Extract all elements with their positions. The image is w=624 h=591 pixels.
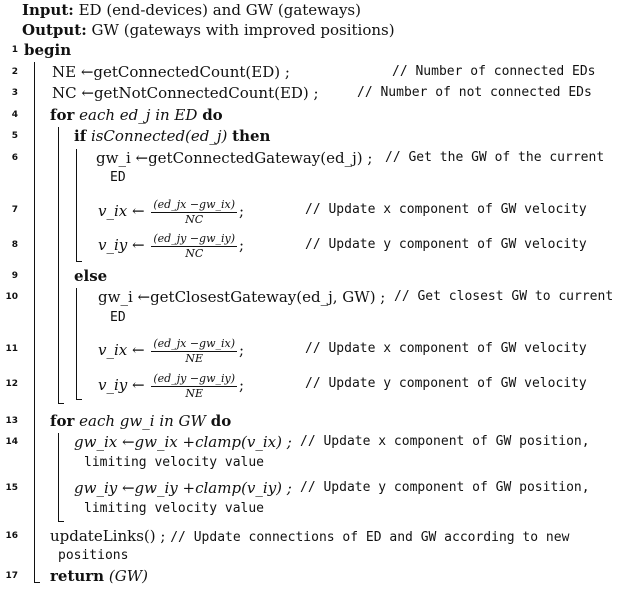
- line-number: 1: [11, 45, 18, 55]
- input-keyword: Input:: [22, 1, 74, 19]
- input-line: [22, 1, 361, 19]
- lhs: v_iy ←: [98, 376, 145, 394]
- numerator: (ed_jy −gw_iy): [153, 372, 236, 385]
- denominator: NE: [185, 352, 203, 365]
- comment: // Update x component of GW position,: [300, 434, 590, 449]
- statement: gw_i ←getConnectedGateway(ed_j) ;: [96, 149, 373, 167]
- line-number: 5: [11, 131, 18, 141]
- line-number: 4: [11, 110, 18, 120]
- comment-continuation: positions: [58, 548, 129, 563]
- denominator: NE: [185, 387, 204, 400]
- lhs: v_ix ←: [98, 341, 145, 359]
- comment: // Get closest GW to current: [394, 289, 614, 304]
- code-line-6: [96, 149, 372, 167]
- output-text: GW (gateways with improved positions): [91, 21, 395, 39]
- line-number: 14: [5, 437, 18, 447]
- line-number: 6: [11, 153, 18, 163]
- output-line: [22, 21, 395, 39]
- comment: // Number of not connected EDs: [357, 85, 592, 100]
- for-gw-block-guide: [58, 433, 64, 522]
- line-number: 8: [11, 240, 18, 250]
- statement: updateLinks() ;: [50, 527, 166, 545]
- begin-block-guide: [34, 62, 40, 583]
- comment: // Update x component of GW velocity: [305, 341, 587, 356]
- line-number: 17: [5, 571, 18, 581]
- statement: NE ←getConnectedCount(ED) ;: [52, 63, 290, 81]
- comment: // Number of connected EDs: [392, 64, 596, 79]
- code-line-17: [50, 567, 148, 585]
- for-keyword: for: [50, 412, 75, 430]
- code-line-4: [50, 106, 223, 124]
- then-keyword: then: [232, 127, 271, 145]
- begin-keyword: begin: [24, 41, 72, 59]
- line-number: 2: [11, 67, 18, 77]
- numerator: (ed_jy −gw_iy): [153, 232, 236, 245]
- line-number: 9: [11, 271, 18, 281]
- return-value: (GW): [108, 567, 148, 585]
- comment-continuation: ED: [110, 170, 126, 185]
- comment: // Update y component of GW velocity: [305, 237, 587, 252]
- code-line-11: v_ix ← $\frac{(ed\_jx -gw\_ix)}{NE}$ ;: [98, 337, 245, 365]
- return-keyword: return: [50, 567, 105, 585]
- comment: // Update y component of GW velocity: [305, 376, 587, 391]
- line-number: 7: [11, 205, 18, 215]
- do-keyword: do: [202, 106, 223, 124]
- for-keyword: for: [50, 106, 75, 124]
- code-line-16: [50, 527, 569, 547]
- line-number: 11: [5, 344, 18, 354]
- line-number: 13: [5, 416, 18, 426]
- comment: // Update y component of GW position,: [300, 480, 590, 495]
- code-line-3: [52, 84, 319, 102]
- then-block-guide: [76, 149, 82, 262]
- code-line-8: v_iy ← $\frac{(ed\_jy -gw\_iy)}{NC}$ ;: [98, 232, 245, 260]
- if-keyword: if: [74, 127, 87, 145]
- denominator: NC: [185, 247, 204, 260]
- if-condition: isConnected(ed_j): [90, 127, 228, 145]
- do-keyword: do: [210, 412, 232, 430]
- fraction: [151, 371, 237, 401]
- lhs: v_iy ←: [98, 236, 145, 254]
- comment: // Get the GW of the current: [385, 150, 605, 165]
- statement: gw_iy ←gw_iy +clamp(v_iy) ;: [74, 479, 292, 497]
- comment: // Update x component of GW velocity: [305, 202, 587, 217]
- output-keyword: Output:: [22, 21, 87, 39]
- input-text: ED (end-devices) and GW (gateways): [78, 1, 361, 19]
- code-line-2: [52, 63, 290, 81]
- numerator: (ed_jx −gw_ix): [153, 198, 235, 211]
- comment-continuation: ED: [110, 310, 126, 325]
- code-line-12: v_iy ← $\frac{(ed\_jy -gw\_iy)}{NE}$ ;: [98, 372, 245, 400]
- comment-continuation: limiting velocity value: [84, 455, 265, 470]
- statement: gw_ix ←gw_ix +clamp(v_ix) ;: [74, 433, 292, 451]
- code-line-10: [98, 288, 385, 306]
- code-line-13: [50, 412, 231, 430]
- statement: gw_i ←getClosestGateway(ed_j, GW) ;: [98, 288, 386, 306]
- else-keyword: else: [74, 267, 108, 285]
- for-condition: each ed_j in ED: [79, 106, 198, 124]
- fraction: [151, 231, 237, 261]
- else-block-guide: [76, 288, 82, 400]
- lhs: v_ix ←: [98, 202, 145, 220]
- line-number: 3: [11, 88, 18, 98]
- for-block-guide: [58, 127, 64, 404]
- comment-continuation: limiting velocity value: [84, 501, 265, 516]
- code-line-5: [74, 127, 270, 145]
- numerator: (ed_jx −gw_ix): [153, 337, 235, 350]
- line-number: 10: [5, 292, 18, 302]
- for-condition: each gw_i in GW: [79, 412, 206, 430]
- denominator: NC: [185, 213, 204, 226]
- comment: // Update connections of ED and GW according to new: [170, 530, 570, 545]
- line-number: 15: [5, 483, 18, 493]
- line-number: 12: [5, 379, 18, 389]
- line-number: 16: [5, 531, 18, 541]
- fraction: [151, 336, 237, 366]
- statement: NC ←getNotConnectedCount(ED) ;: [52, 84, 319, 102]
- fraction: [151, 197, 237, 227]
- code-line-7: v_ix ← $\frac{(ed\_jx -gw\_ix)}{NC}$ ;: [98, 198, 245, 226]
